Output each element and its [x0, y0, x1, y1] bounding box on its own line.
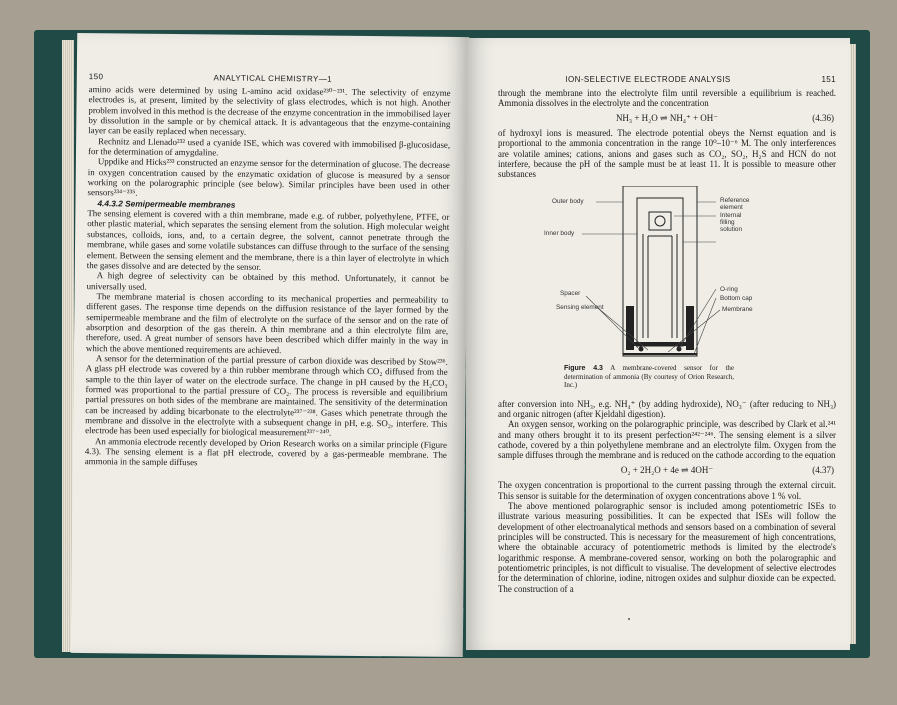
figure-caption — [564, 364, 734, 389]
equation-text: NH₃ + H₂O ⇌ NH₄⁺ + OH⁻ — [615, 112, 719, 123]
equation — [498, 465, 836, 475]
paragraph: amino acids were determined by using L-amino acid oxidase²³⁰⁻²³¹. The selectivity of enzyme electrodes is, at present, limited by the selectivity of glass electrodes, which is not high. Another problem involved in this method is the decrease of the enzyme concentration in the immobilised layer by dissolution in the sample or by chemical attack. It is advantageous that the enzyme-containing layer can be easily replaced when necessary. — [88, 84, 451, 138]
paragraph: A high degree of selectivity can be obtained by this method. Unfortunately, it cannot be universally used. — [86, 270, 449, 292]
figure-caption-text: A membrane-covered sensor for the determination of ammonia (By courtesy of Orion Research, Inc.) — [564, 363, 734, 389]
equation-number: (4.37) — [812, 464, 834, 475]
paragraph: The above mentioned polarographic sensor is included among potentiometric ISEs to illustrate various measuring possibilities. It can be expected that ISEs will follow the development of other electroanalytical methods and sensors based on a combination of several principles will be constructed. This is necessary for the measurement of high concentrations, where the obtainable accuracy of potentiometric methods is limited by the electrode's logarithmic response. A membrane-covered sensor, working on both the polarographic and potentiometric principles, is not difficult to visualise. The development of selective electrodes for the determination of chlorine, iodine, nitrogen oxides and sulphur dioxide can be expected. The construction of a — [498, 500, 836, 594]
page-mark — [628, 618, 630, 620]
label-o-ring: O-ring — [720, 285, 738, 293]
inner-body-outline — [637, 198, 683, 346]
paragraph: through the membrane into the electrolyte film until reversible a equilibrium is reached. Ammonia dissolves in the electrolyte and the concentration — [498, 88, 836, 109]
paragraph: The sensing element is covered with a thin membrane, made e.g. of rubber, polyethylene, PTFE, or other plastic material, which separates the sensing element from the solution. High molecular weight substances, colloids, ions, and, to a certain degree, the solvent, cannot penetrate through the membrane, while gases and some volatile substances can diffuse through to the surface of the sensing element. Between the sensing element and the membrane, there is a thin layer of electrolyte in which the gases dissolve and are detected by the sensor. — [86, 208, 450, 272]
right-page-header — [466, 75, 850, 87]
label-outer-body: Outer body — [552, 197, 584, 205]
paragraph: of hydroxyl ions is measured. The electrode potential obeys the Nernst equation and is proportional to the ammonia concentration in the range 10⁰–10⁻⁶ M. The only interferences are volatile amines; cations, anions and gases such as CO₂, SO₂, H₂S and HCN do not interfere, because the pH of the sample must be at least 11. It is possible to measure other substances — [498, 128, 836, 180]
page-number: 150 — [88, 72, 104, 82]
equation-number: (4.36) — [812, 112, 834, 123]
running-head: ANALYTICAL CHEMISTRY—1 — [213, 73, 333, 84]
paragraph: The membrane material is chosen according to its mechanical properties and permeability to different gases. The response time depends on the diffusion resistance of the layer formed by the semipermeable membrane and the film of electrolyte on the surface of the sensor and on the rate of absorption and desorption of the gas therein. A thin membrane and a thin electrolyte film are, therefore, used. A great number of sensors have been described which differ mainly in the way in which the above mentioned requirements are achieved. — [85, 291, 449, 355]
paragraph: after conversion into NH₃, e.g. NH₄⁺ (by adding hydroxide), NO₃⁻ (after reducing to NH₃) and organic nitrogen (after Kjeldahl digestion). — [498, 398, 836, 420]
label-sensing-element: Sensing element — [556, 303, 604, 311]
label-membrane: Membrane — [722, 305, 753, 313]
page-number: 151 — [821, 75, 836, 84]
left-page-body — [85, 84, 451, 470]
paragraph: The oxygen concentration is proportional to the current passing through the external circuit. This sensor is suitable for the determination of oxygen concentrations above 1 % vol. — [498, 480, 836, 501]
running-head: ION-SELECTIVE ELECTRODE ANALYSIS — [565, 75, 731, 84]
label-internal-filling: Internal filling solution — [720, 211, 743, 233]
label-spacer: Spacer — [560, 289, 581, 297]
figure-ammonia-sensor — [498, 186, 836, 362]
sensor-diagram — [498, 186, 836, 362]
label-reference-element: Reference element — [720, 196, 750, 211]
reference-element — [649, 212, 671, 230]
label-bottom-cap: Bottom cap — [720, 294, 753, 302]
section-heading: 4.4.3.2 Semipermeable membranes — [97, 197, 236, 210]
right-page — [466, 38, 850, 650]
figure-caption-label: Figure 4.3 — [564, 364, 603, 372]
label-inner-body: Inner body — [544, 229, 575, 237]
equation — [498, 113, 836, 123]
left-page — [71, 33, 469, 657]
paragraph: A sensor for the determination of the partial pressure of carbon dioxide was described by Stow²³⁶. A glass pH electrode was covered by a thin rubber membrane through which CO₂ diffused from the sample to the thin layer of water on the electrode surface. The change in pH caused by the H₂CO₃ formed was proportional to the partial pressure of CO₂. The process is reversible and equilibrium partial pressures on both sides of the membrane are maintained. The sensitivity of the determination can be increased by adding bicarbonate to the electrolyte²³⁷⁻²³⁸. Gases which penetrate through the membrane and dissolve in the electrolyte with a subsequent change in pH, e.g. SO₂, interfere. This electrode has been used especially for biological measurement²³⁷⁻²⁴⁰. — [85, 353, 448, 438]
right-page-body — [498, 88, 836, 594]
paragraph: An ammonia electrode recently developed by Orion Research works on a similar principle (Figure 4.3). The sensing element is a flat pH electrode, covered by a gas-permeable membrane. The ammonia in the sample diffuses — [84, 435, 448, 468]
paragraph: Uppdike and Hicks²³³ constructed an enzyme sensor for the determination of glucose. The decrease in oxygen concentration caused by the enzymatic oxidation of glucose is measured by a sensor working on the polarographic principle (see below). Similar principles have been used in other sensors²³⁴⁻²³⁵. — [87, 156, 450, 199]
paragraph: Rechnitz and Llenado²³² used a cyanide ISE, which was covered with immobilised β-glucosidase, for the determination of amygdaline. — [87, 135, 451, 158]
paragraph: An oxygen sensor, working on the polarographic principle, was described by Clark et al.²⁴¹ and many others brought it to its present perfection²⁴²⁻²⁴⁶. The sensing element is a silver cathode, covered by a thin polyethylene membrane and an electrolyte film. Oxygen from the sample diffuses through the membrane and is reduced on the cathode according to the equation — [498, 419, 836, 461]
equation-text: O₂ + 2H₂O + 4e ⇌ 4OH⁻ — [620, 464, 714, 475]
